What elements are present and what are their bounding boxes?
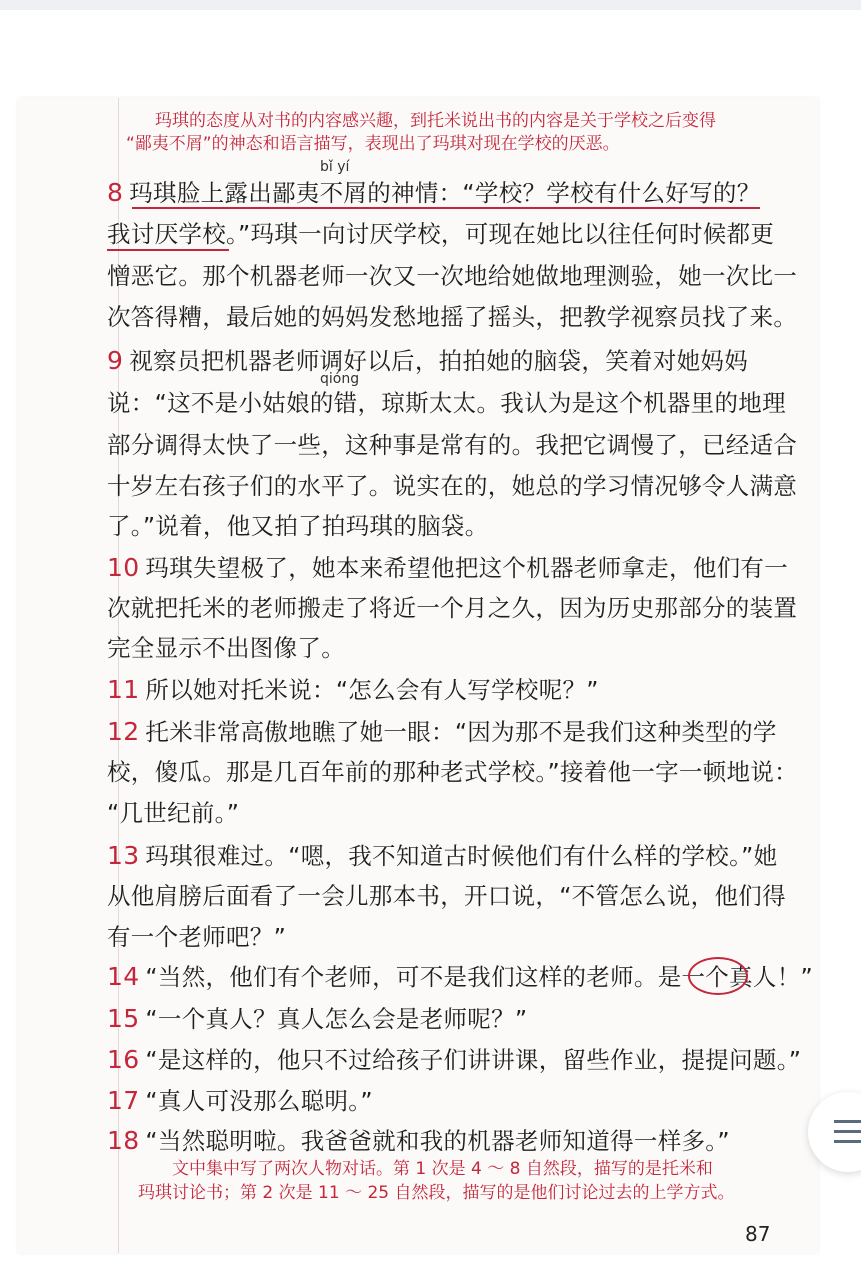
line-text: 所以她对托米说：“怎么会有人写学校呢？”: [145, 676, 599, 704]
top-bar: [0, 0, 861, 10]
line-text: 说：“这不是小姑娘的错，琼斯太太。我认为是这个机器里的地理: [107, 389, 786, 417]
line-text: 从他肩膀后面看了一会儿那本书，开口说，“不管怎么说，他们得: [107, 882, 786, 910]
line-text: 次答得糟，最后她的妈妈发愁地摇了摇头，把教学视察员找了来。: [107, 303, 798, 331]
text-line: [107, 178, 761, 208]
text-line: [107, 882, 786, 911]
paragraph-number: 10: [107, 553, 140, 582]
line-text: 部分调得太快了一些，这种事是常有的。我把它调慢了，已经适合: [107, 431, 798, 459]
text-line: [107, 262, 797, 291]
line-text: 玛琪失望极了，她本来希望他把这个机器老师拿走，他们有一: [145, 554, 789, 582]
paragraph-number: 14: [107, 962, 140, 991]
paragraph-number: 17: [107, 1086, 140, 1115]
text-line: [107, 346, 748, 376]
menu-icon: [834, 1120, 861, 1123]
text-line: [107, 220, 774, 249]
paragraph-number: 8: [107, 178, 124, 207]
line-text: 完全显示不出图像了。: [107, 634, 345, 662]
line-text: “真人可没那么聪明。”: [145, 1087, 373, 1115]
paragraph-number: 12: [107, 717, 140, 746]
line-text: “几世纪前。”: [107, 799, 240, 827]
text-line: [107, 841, 777, 871]
text-line: [107, 758, 798, 787]
text-line: [107, 717, 777, 747]
paragraph-number: 11: [107, 675, 140, 704]
line-text: “当然聪明啦。我爸爸就和我的机器老师知道得一样多。”: [145, 1127, 730, 1155]
line-text: 视察员把机器老师调好以后，拍拍她的脑袋，笑着对她妈妈: [129, 347, 749, 375]
line-text: 憎恶它。那个机器老师一次又一次地给她做地理测验，她一次比一: [107, 262, 798, 290]
annotation-bottom-line-1: 文中集中写了两次人物对话。第 1 次是 4 ～ 8 自然段，描写的是托米和: [172, 1159, 713, 1179]
line-text: 了。”说着，他又拍了拍玛琪的脑袋。: [107, 512, 489, 540]
line-text: 玛琪很难过。“嗯，我不知道古时候他们有什么样的学校。”她: [145, 842, 778, 870]
paragraph-number: 9: [107, 346, 124, 375]
annotation-top-line-1: 玛琪的态度从对书的内容感兴趣，到托米说出书的内容是关于学校之后变得: [155, 111, 716, 131]
line-text: “一个真人？真人怎么会是老师呢？”: [145, 1005, 528, 1033]
text-line: [107, 553, 788, 583]
menu-icon: [834, 1140, 861, 1143]
text-line: [107, 303, 797, 332]
line-text: “当然，他们有个老师，可不是我们这样的老师。是一个真人！”: [145, 963, 813, 991]
line-text: 托米非常高傲地瞧了她一眼：“因为那不是我们这种类型的学: [145, 718, 777, 746]
line-text: 我讨厌学校。”玛琪一向讨厌学校，可现在她比以往任何时候都更: [107, 220, 775, 248]
annotation-bottom-line-2: 玛琪讨论书；第 2 次是 11 ～ 25 自然段，描写的是他们讨论过去的上学方式。: [138, 1183, 735, 1203]
line-text: 次就把托米的老师搬走了将近一个月之久，因为历史那部分的装置: [107, 594, 798, 622]
underline: [107, 249, 229, 251]
text-line: [107, 634, 345, 663]
line-text: 校，傻瓜。那是几百年前的那种老式学校。”接着他一字一顿地说：: [107, 758, 798, 786]
text-line: [107, 512, 489, 541]
text-line: [107, 472, 797, 501]
text-line: [107, 431, 797, 460]
line-text: 玛琪脸上露出鄙夷不屑的神情：“学校？学校有什么好写的？: [129, 179, 761, 207]
text-line: [107, 799, 239, 828]
text-line: [107, 594, 797, 623]
text-line: [107, 1004, 527, 1034]
menu-icon: [834, 1130, 861, 1133]
text-line: [107, 675, 599, 705]
text-line: [107, 1086, 373, 1116]
page-number: 87: [745, 1222, 771, 1246]
line-text: 十岁左右孩子们的水平了。说实在的，她总的学习情况够令人满意: [107, 472, 798, 500]
circle-mark: [688, 957, 748, 995]
pinyin-biyi: bǐ yí: [320, 159, 350, 175]
line-text: “是这样的，他只不过给孩子们讲讲课，留些作业，提提问题。”: [145, 1046, 802, 1074]
paragraph-number: 13: [107, 841, 140, 870]
line-text: 有一个老师吧？”: [107, 923, 287, 951]
paragraph-number: 15: [107, 1004, 140, 1033]
paragraph-number: 16: [107, 1045, 140, 1074]
pinyin-qiong: qióng: [320, 371, 360, 387]
underline: [132, 207, 760, 209]
annotation-top-line-2: “鄙夷不屑”的神态和语言描写，表现出了玛琪对现在学校的厌恶。: [126, 134, 620, 154]
text-line: [107, 389, 786, 418]
text-line: [107, 1045, 801, 1075]
text-line: [107, 923, 286, 952]
text-line: [107, 1126, 730, 1156]
paragraph-number: 18: [107, 1126, 140, 1155]
